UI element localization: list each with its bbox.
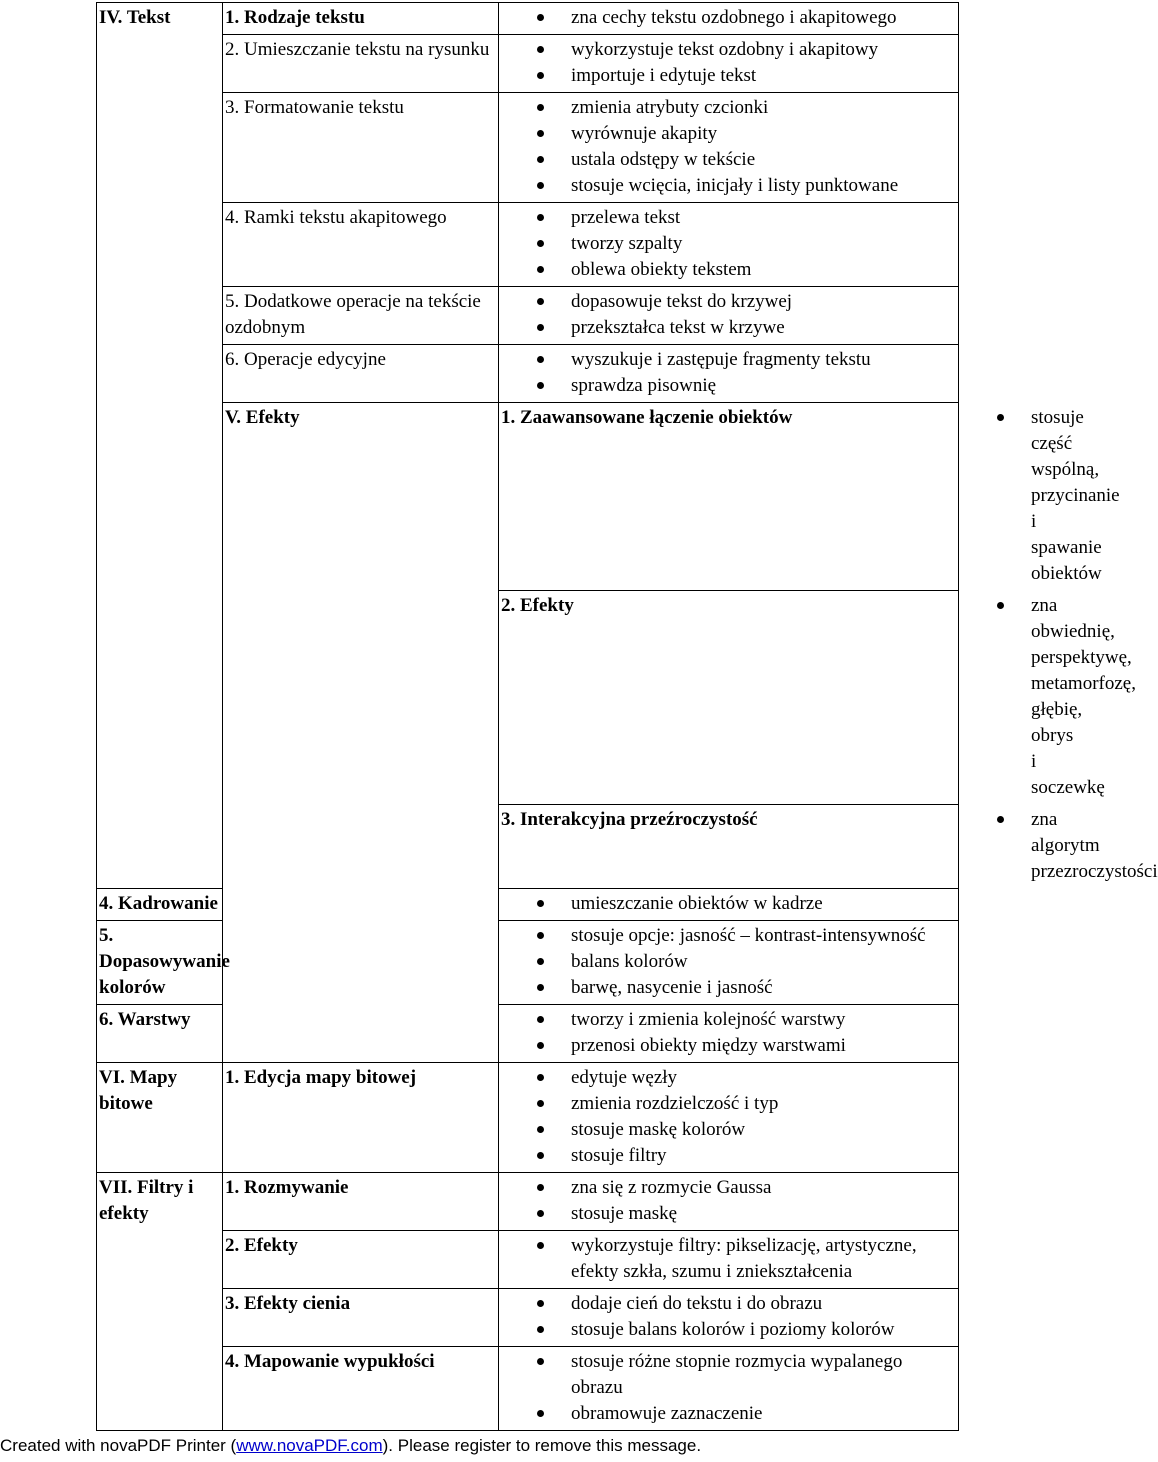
topic-cell: 4. Kadrowanie [97,889,223,921]
outcomes-cell [499,287,959,345]
footer-prefix: Created with novaPDF Printer ( [0,1436,237,1455]
list-item: stosuje maskę kolorów [501,1117,956,1143]
topic-cell: 1. Edycja mapy bitowej [223,1063,499,1173]
list-item: balans kolorów [501,949,956,975]
list-item: stosuje różne stopnie rozmycia wypalanego obrazu [501,1349,956,1401]
topic-cell: 1. Rodzaje tekstu [223,3,499,35]
list-item: ustala odstępy w tekście [501,147,956,173]
outcomes-list [501,1291,956,1343]
outcomes-list [501,923,956,1001]
table-row [97,35,959,93]
topic-cell: 4. Ramki tekstu akapitowego [223,203,499,287]
section-cell: V. Efekty [223,403,499,1063]
table-row [97,1173,959,1231]
list-item: wyrównuje akapity [501,121,956,147]
list-item: stosuje maskę [501,1201,956,1227]
outcomes-cell [499,1289,959,1347]
table-row [97,345,959,403]
outcomes-list [501,1065,956,1169]
topic-cell: 1. Zaawansowane łączenie obiektów [499,403,959,591]
outcomes-list [501,891,956,917]
topic-cell: 2. Efekty [499,591,959,805]
outcomes-list [501,1175,956,1227]
list-item: zna cechy tekstu ozdobnego i akapitowego [501,5,956,31]
list-item: wykorzystuje tekst ozdobny i akapitowy [501,37,956,63]
list-item: importuje i edytuje tekst [501,63,956,89]
topic-cell: 2. Umieszczanie tekstu na rysunku [223,35,499,93]
list-item: wykorzystuje filtry: pikselizację, artystyczne, efekty szkła, szumu i zniekształcenia [501,1233,956,1285]
list-item: zna się z rozmycie Gaussa [501,1175,956,1201]
section-cell: VI. Mapy bitowe [97,1063,223,1173]
list-item: barwę, nasycenie i jasność [501,975,956,1001]
outcomes-cell [499,3,959,35]
table-row [97,1289,959,1347]
outcomes-cell [499,921,959,1005]
list-item: zmienia atrybuty czcionki [501,95,956,121]
topic-cell: 3. Efekty cienia [223,1289,499,1347]
outcomes-list [501,289,956,341]
list-item: edytuje węzły [501,1065,956,1091]
topic-cell: 6. Warstwy [97,1005,223,1063]
list-item: oblewa obiekty tekstem [501,257,956,283]
topic-cell: 6. Operacje edycyjne [223,345,499,403]
table-row [97,287,959,345]
topic-cell: 1. Rozmywanie [223,1173,499,1231]
table-row [97,1063,959,1173]
outcomes-list [501,205,956,283]
outcomes-list [501,5,956,31]
list-item: dodaje cień do tekstu i do obrazu [501,1291,956,1317]
list-item: przekształca tekst w krzywe [501,315,956,341]
outcomes-cell [499,1347,959,1431]
outcomes-cell [499,345,959,403]
list-item: stosuje opcje: jasność – kontrast-intensywność [501,923,956,949]
table-row [97,203,959,287]
table-row [97,403,959,591]
list-item: stosuje balans kolorów i poziomy kolorów [501,1317,956,1343]
topic-cell: 5. Dodatkowe operacje na tekście ozdobnym [223,287,499,345]
list-item: dopasowuje tekst do krzywej [501,289,956,315]
outcomes-list [501,347,956,399]
section-cell: IV. Tekst [97,3,223,889]
table-row [97,1231,959,1289]
topic-cell: 2. Efekty [223,1231,499,1289]
table-row [97,3,959,35]
footer-notice [0,1435,960,1457]
list-item: stosuje część wspólną, przycinanie i spawanie obiektów [961,405,1031,587]
list-item: stosuje filtry [501,1143,956,1169]
outcomes-cell [499,889,959,921]
list-item: przelewa tekst [501,205,956,231]
topic-cell: 5. Dopasowywanie kolorów [97,921,223,1005]
footer-link[interactable]: www.novaPDF.com [236,1436,383,1455]
outcomes-list [501,37,956,89]
list-item: obramowuje zaznaczenie [501,1401,956,1427]
list-item: przenosi obiekty między warstwami [501,1033,956,1059]
list-item: zna algorytm przezroczystości [961,807,1031,885]
list-item: zna obwiednię, perspektywę, metamorfozę, głębię, obrys i soczewkę [961,593,1031,801]
topic-cell: 3. Formatowanie tekstu [223,93,499,203]
outcomes-cell [499,35,959,93]
outcomes-list [501,95,956,199]
list-item: tworzy i zmienia kolejność warstwy [501,1007,956,1033]
list-item: wyszukuje i zastępuje fragmenty tekstu [501,347,956,373]
outcomes-cell [499,1005,959,1063]
syllabus-table [96,2,1158,1431]
list-item: sprawdza pisownię [501,373,956,399]
outcomes-cell [499,1231,959,1289]
section-cell: VII. Filtry i efekty [97,1173,223,1431]
topic-cell: 3. Interakcyjna przeźroczystość [499,805,959,889]
table-row [97,93,959,203]
outcomes-cell [499,203,959,287]
outcomes-list [501,1007,956,1059]
list-item: umieszczanie obiektów w kadrze [501,891,956,917]
list-item: zmienia rozdzielczość i typ [501,1091,956,1117]
list-item: tworzy szpalty [501,231,956,257]
table-row [97,1347,959,1431]
outcomes-cell [499,1063,959,1173]
outcomes-cell [499,93,959,203]
outcomes-cell [499,1173,959,1231]
topic-cell: 4. Mapowanie wypukłości [223,1347,499,1431]
footer-suffix: ). Please register to remove this message. [382,1436,702,1455]
list-item: stosuje wcięcia, inicjały i listy punktowane [501,173,956,199]
outcomes-list [501,1233,956,1285]
syllabus-body [97,3,1158,1431]
outcomes-list [501,1349,956,1427]
